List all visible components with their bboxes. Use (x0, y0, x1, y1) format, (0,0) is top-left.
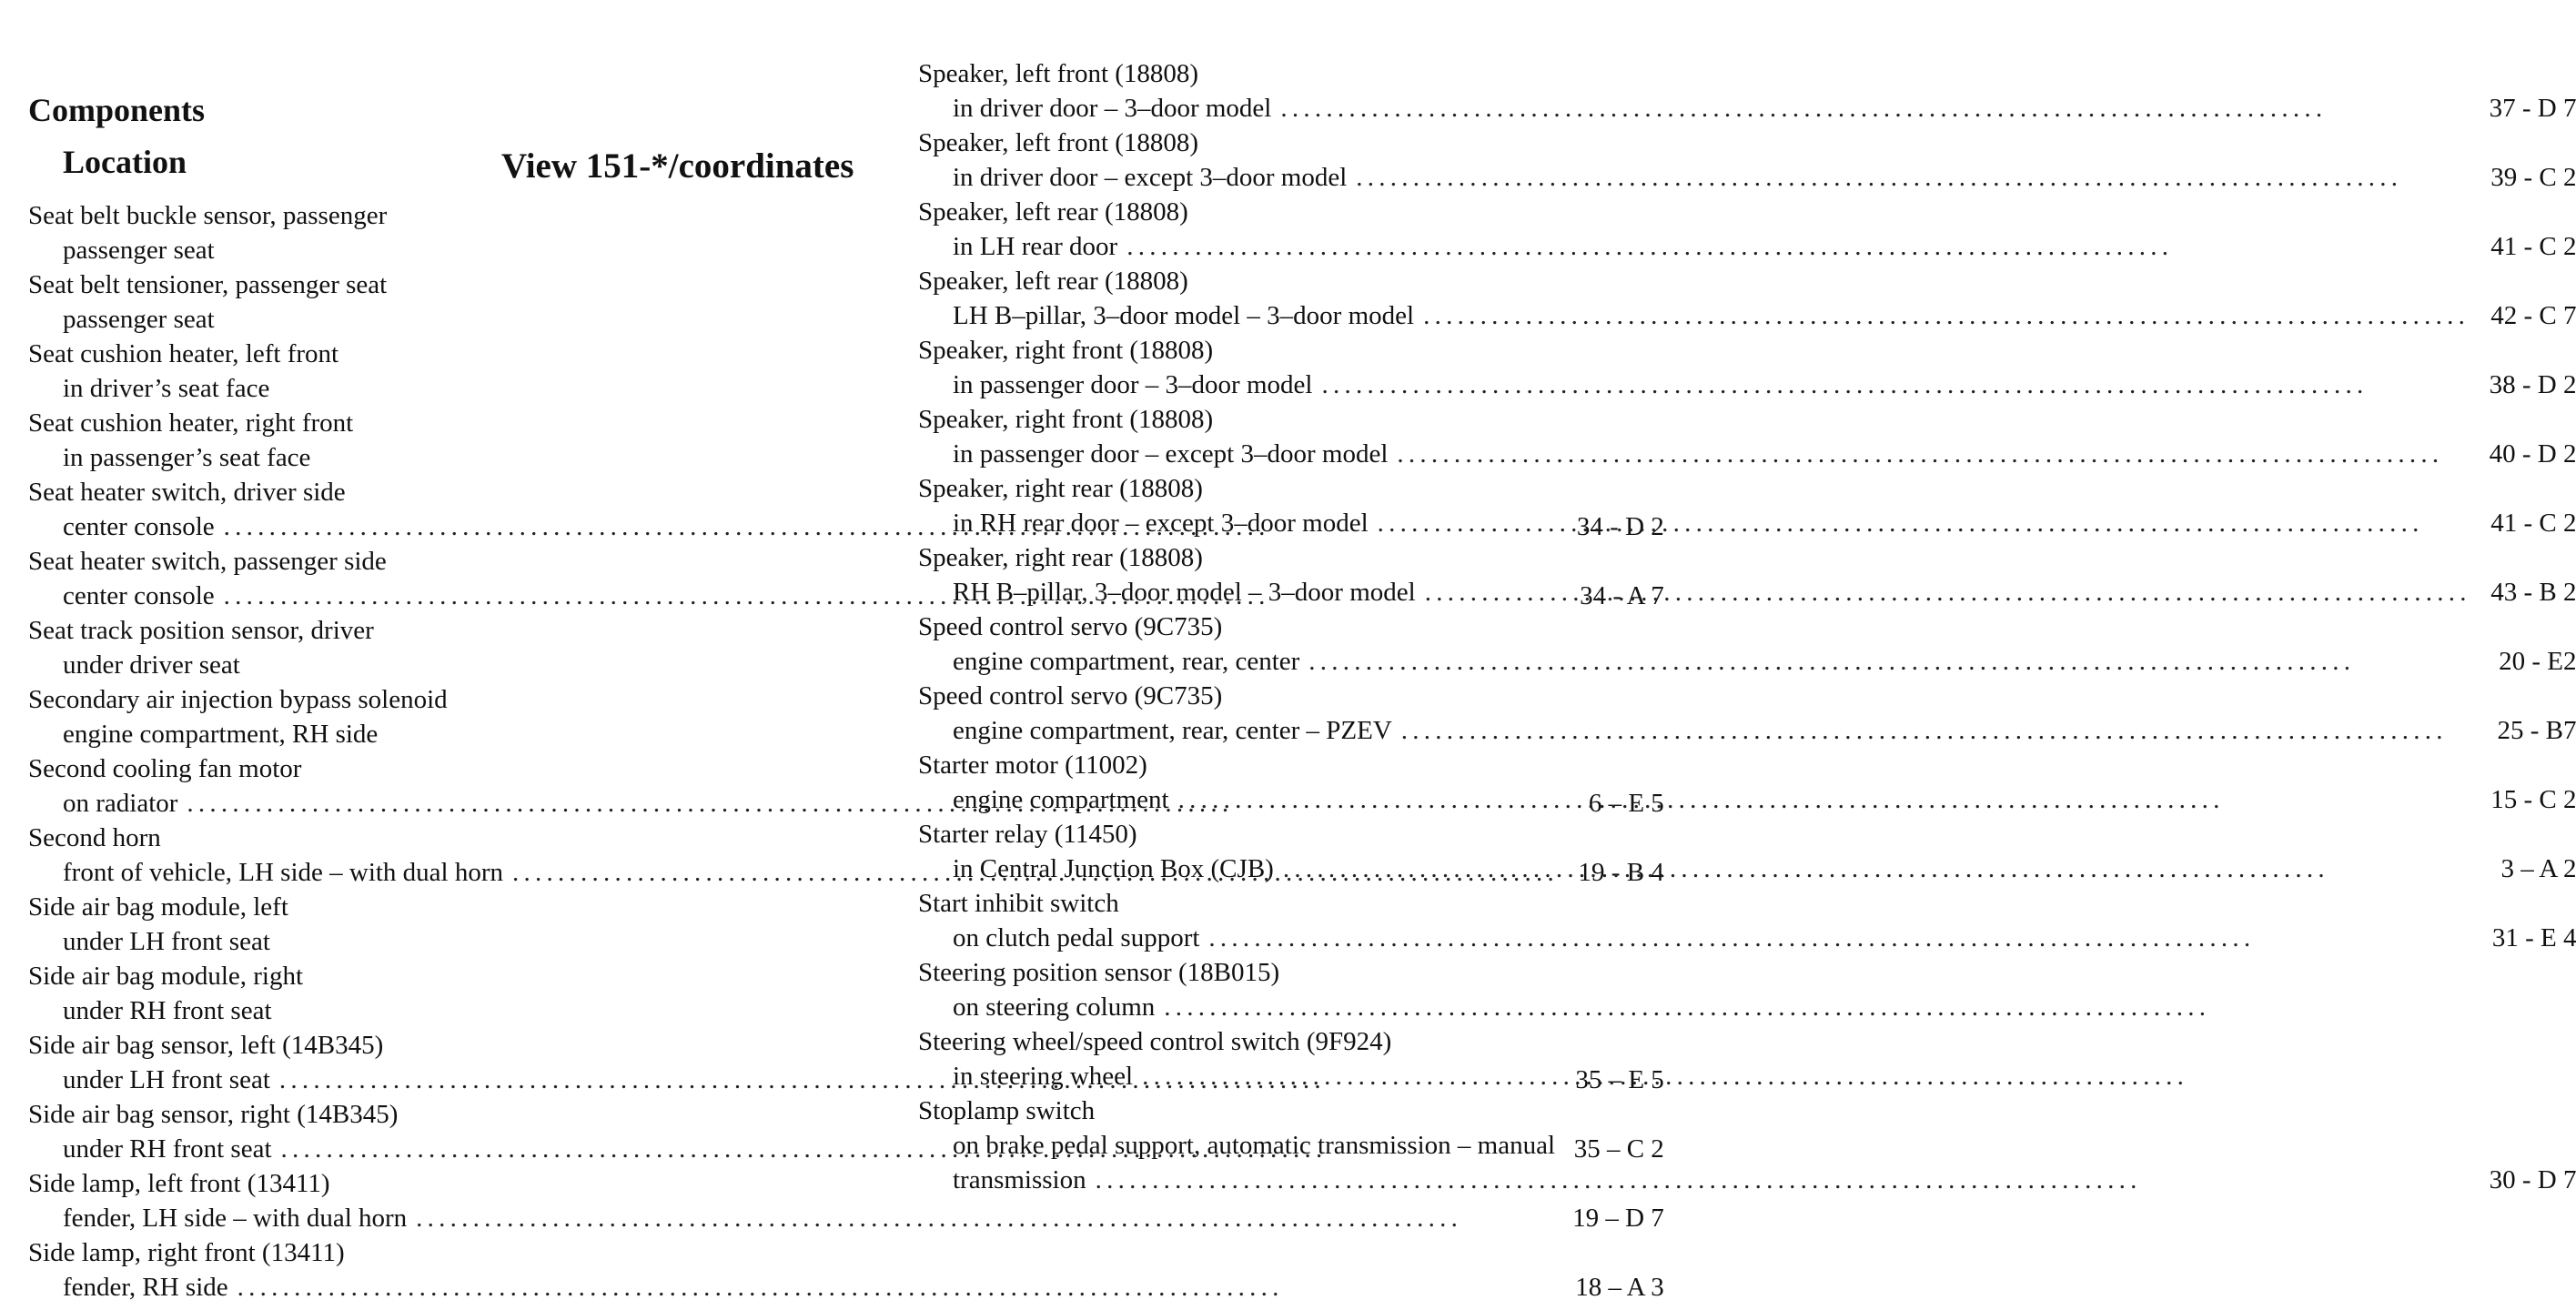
section-title: Components (28, 92, 206, 128)
component-name: Steering position sensor (18B015) (918, 958, 1280, 987)
component-name: Seat cushion heater, left front (28, 339, 339, 368)
component-location: engine compartment (953, 785, 1169, 814)
component-name: Speaker, left front (18808) (918, 128, 1199, 157)
component-location-row (918, 368, 2576, 402)
component-location: in passenger door – except 3–door model (953, 439, 1389, 469)
dot-leader (1280, 91, 2465, 126)
right-entry-list (918, 56, 2576, 1197)
component-location-row (918, 575, 2576, 610)
component-location: on steering column (953, 993, 1156, 1022)
component-location: on clutch pedal support (953, 923, 1200, 952)
component-location: passenger seat (63, 305, 215, 334)
component-name: Speed control servo (9C735) (918, 612, 1223, 641)
component-name: Second horn (28, 823, 161, 852)
component-location: in passenger door – 3–door model (953, 370, 1313, 399)
component-name: Speaker, left rear (18808) (918, 197, 1188, 227)
view-coordinate-ref: 42 - C 7 (2490, 301, 2576, 330)
view-coordinate-ref: 35 – E 5 (1575, 1065, 1664, 1094)
view-coordinate-ref: 30 - D 7 (2489, 1165, 2576, 1194)
component-location-row (918, 921, 2576, 955)
view-coordinate-ref: 3 – A 2 (2500, 854, 2576, 883)
component-location: engine compartment, RH side (63, 720, 379, 749)
component-entry (918, 540, 2576, 610)
component-entry (28, 1235, 1664, 1305)
component-location: in driver’s seat face (63, 374, 270, 403)
component-location-row (918, 1163, 2576, 1197)
view-coordinate-ref: 34 - A 7 (1580, 581, 1664, 610)
component-location-row (918, 160, 2576, 195)
component-location: in Central Junction Box (CJB) (953, 854, 1274, 883)
component-location: transmission (953, 1165, 1086, 1194)
dot-leader (1308, 644, 2465, 679)
component-location: center console (63, 581, 215, 610)
component-location: engine compartment, rear, center (953, 647, 1300, 676)
dot-leader (1423, 298, 2465, 333)
component-location: under LH front seat (63, 927, 270, 956)
location-column-header: Location (63, 144, 187, 180)
component-name: Seat heater switch, passenger side (28, 547, 387, 576)
view-coordinate-ref: 35 – C 2 (1573, 1134, 1664, 1164)
component-location: under RH front seat (63, 1134, 272, 1164)
component-location: fender, LH side – with dual horn (63, 1204, 408, 1233)
component-name: Speaker, left front (18808) (918, 59, 1199, 88)
component-name: Seat belt tensioner, passenger seat (28, 270, 388, 299)
component-location: in LH rear door (953, 232, 1118, 261)
component-location: under LH front seat (63, 1065, 270, 1094)
component-entry (918, 955, 2576, 1024)
component-location-row (918, 506, 2576, 540)
dot-leader (416, 1201, 1553, 1235)
component-entry (918, 333, 2576, 402)
dot-leader (1283, 852, 2466, 886)
dot-leader (1096, 1163, 2466, 1197)
component-entry (918, 402, 2576, 471)
view-coordinate-ref: 19 - B 4 (1578, 858, 1664, 887)
component-name: Secondary air injection bypass solenoid (28, 685, 448, 714)
component-location-row (28, 1270, 1664, 1305)
dot-leader (1126, 229, 2465, 264)
component-entry (918, 56, 2576, 126)
dot-leader (237, 1270, 1553, 1305)
component-name: Side lamp, right front (13411) (28, 1238, 345, 1267)
dot-leader (1178, 782, 2466, 817)
dot-leader (1425, 575, 2466, 610)
component-location-row (918, 852, 2576, 886)
component-name: Side air bag module, right (28, 962, 304, 991)
dot-leader (1356, 160, 2465, 195)
component-location: fender, RH side (63, 1273, 228, 1302)
component-name: Side air bag sensor, left (14B345) (28, 1031, 384, 1060)
component-location: under driver seat (63, 650, 240, 680)
component-entry (918, 264, 2576, 333)
component-location-row (918, 1059, 2576, 1093)
view-coordinate-ref: 40 - D 2 (2489, 439, 2576, 469)
component-location: on radiator (63, 789, 178, 818)
view-coordinate-ref: 25 - B7 (2497, 716, 2576, 745)
component-name: Starter relay (11450) (918, 820, 1137, 849)
component-entry (918, 610, 2576, 679)
component-location-row (918, 229, 2576, 264)
component-name: Seat track position sensor, driver (28, 616, 374, 645)
component-location: in driver door – 3–door model (953, 94, 1272, 123)
component-name: Seat belt buckle sensor, passenger (28, 201, 388, 230)
component-name: Speaker, right front (18808) (918, 336, 1214, 365)
dot-leader (1164, 990, 2465, 1024)
component-name: Side air bag module, left (28, 892, 288, 922)
component-entry (918, 748, 2576, 817)
component-name: Second cooling fan motor (28, 754, 302, 783)
component-name: Start inhibit switch (918, 889, 1119, 918)
component-name: Side lamp, left front (13411) (28, 1169, 330, 1198)
component-location: RH B–pillar, 3–door model – 3–door model (953, 578, 1416, 607)
component-location-row (918, 713, 2576, 748)
view-coordinate-ref: 18 – A 3 (1575, 1273, 1664, 1302)
component-name: Seat heater switch, driver side (28, 478, 346, 507)
view-coordinates-column-header: View 151-*/coordinates (501, 146, 854, 186)
component-name: Steering wheel/speed control switch (9F924) (918, 1027, 1392, 1056)
component-location: in steering wheel (953, 1062, 1134, 1091)
component-location: on brake pedal support, automatic transmission – manual (953, 1131, 1556, 1160)
component-name: Starter motor (11002) (918, 751, 1147, 780)
component-location-row (918, 990, 2576, 1024)
component-location: center console (63, 512, 215, 541)
component-entry (918, 1024, 2576, 1093)
component-location: passenger seat (63, 236, 215, 265)
view-coordinate-ref: 19 – D 7 (1572, 1204, 1664, 1233)
view-coordinate-ref: 20 - E2 (2499, 647, 2576, 676)
component-location-row (918, 91, 2576, 126)
component-location: in RH rear door – except 3–door model (953, 509, 1369, 538)
dot-leader (1397, 437, 2465, 471)
component-location-row (28, 1201, 1664, 1235)
view-coordinate-ref: 41 - C 2 (2490, 232, 2576, 261)
component-entry (918, 817, 2576, 886)
component-name: Speed control servo (9C735) (918, 681, 1223, 710)
component-name: Speaker, right front (18808) (918, 405, 1214, 434)
dot-leader (1142, 1059, 2465, 1093)
dot-leader (1321, 368, 2465, 402)
dot-leader (1401, 713, 2466, 748)
dot-leader (1378, 506, 2466, 540)
component-entry (918, 679, 2576, 748)
component-name: Speaker, left rear (18808) (918, 267, 1188, 296)
component-location-row (918, 644, 2576, 679)
view-coordinate-ref: 43 - B 2 (2490, 578, 2576, 607)
view-coordinate-ref: 34 - D 2 (1576, 512, 1664, 541)
component-name: Speaker, right rear (18808) (918, 543, 1203, 572)
view-coordinate-ref: 38 - D 2 (2489, 370, 2576, 399)
view-coordinate-ref: 41 - C 2 (2490, 509, 2576, 538)
component-entry (918, 195, 2576, 264)
component-location-row (918, 782, 2576, 817)
component-entry (918, 471, 2576, 540)
component-location-row (918, 1128, 2576, 1163)
view-coordinate-ref: 39 - C 2 (2490, 163, 2576, 192)
dot-leader (1208, 921, 2465, 955)
component-location-row (918, 437, 2576, 471)
component-location: LH B–pillar, 3–door model – 3–door model (953, 301, 1415, 330)
component-location: front of vehicle, LH side – with dual horn (63, 858, 504, 887)
component-location-row (918, 298, 2576, 333)
component-location: engine compartment, rear, center – PZEV (953, 716, 1392, 745)
view-coordinate-ref: 6 – E 5 (1588, 789, 1664, 818)
component-entry (918, 126, 2576, 195)
component-name: Side air bag sensor, right (14B345) (28, 1100, 399, 1129)
component-location: in driver door – except 3–door model (953, 163, 1348, 192)
view-coordinate-ref: 15 - C 2 (2490, 785, 2576, 814)
component-location: under RH front seat (63, 996, 272, 1025)
component-location: in passenger’s seat face (63, 443, 311, 472)
view-coordinate-ref: 31 - E 4 (2491, 923, 2576, 952)
view-coordinate-ref: 37 - D 7 (2489, 94, 2576, 123)
component-name: Stoplamp switch (918, 1096, 1096, 1125)
component-entry (918, 886, 2576, 955)
component-name: Seat cushion heater, right front (28, 408, 354, 438)
component-name: Speaker, right rear (18808) (918, 474, 1203, 503)
component-entry (918, 1093, 2576, 1197)
